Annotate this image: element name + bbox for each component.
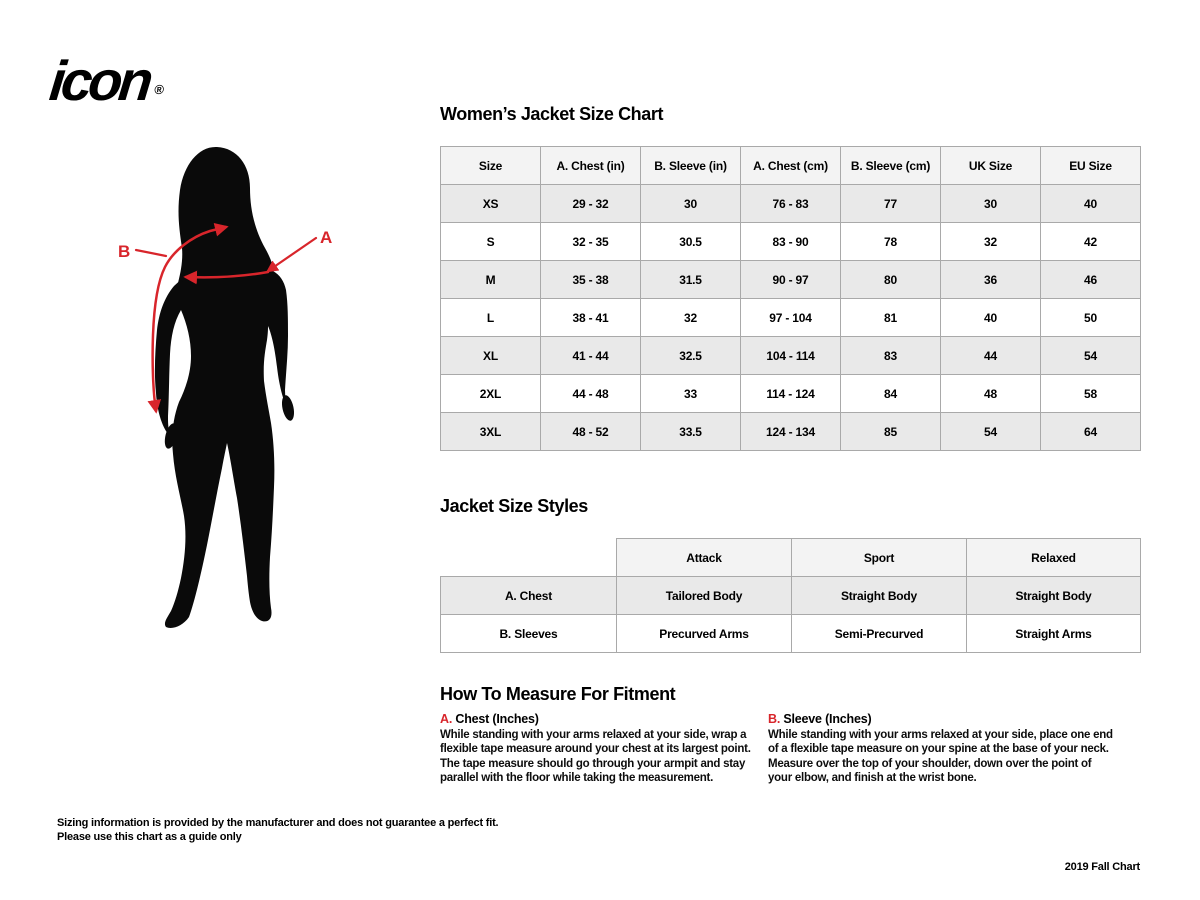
table-cell: 114 - 124: [741, 375, 841, 413]
table-cell: XS: [441, 185, 541, 223]
fitment-sleeve-body: While standing with your arms relaxed at your side, place one end of a flexible tape measure on your spine at the base of your neck. Measure over the top of your shoulder, down over the point of your elbow, and finish at the wrist bone.: [768, 729, 1113, 784]
table-cell: 31.5: [641, 261, 741, 299]
column-header-relaxed: Relaxed: [967, 539, 1141, 577]
fitment-section-chest: [440, 712, 770, 785]
table-cell: 64: [1041, 413, 1141, 451]
table-cell: Semi-Precurved: [792, 615, 967, 653]
fitment-chest-heading-text: Chest (Inches): [455, 712, 539, 726]
sleeve-label-b: B: [118, 242, 131, 261]
table-cell: L: [441, 299, 541, 337]
table-cell: 104 - 114: [741, 337, 841, 375]
table-cell: 41 - 44: [541, 337, 641, 375]
column-header-sleeve-cm: B. Sleeve (cm): [841, 147, 941, 185]
fitment-chest-body: While standing with your arms relaxed at your side, wrap a flexible tape measure around your chest at its largest point. The tape measure should go through your armpit and stay parallel with the floor while taking the measurement.: [440, 729, 751, 784]
table-cell: 32 - 35: [541, 223, 641, 261]
table-cell: 33.5: [641, 413, 741, 451]
table-cell: 29 - 32: [541, 185, 641, 223]
label-b-pointer-line: [136, 250, 166, 256]
column-header-uk-size: UK Size: [941, 147, 1041, 185]
size-row-2xl: [441, 375, 1141, 413]
table-cell: 78: [841, 223, 941, 261]
table-cell: Straight Arms: [967, 615, 1141, 653]
table-cell: 54: [1041, 337, 1141, 375]
column-header-eu-size: EU Size: [1041, 147, 1141, 185]
fitment-title: How To Measure For Fitment: [440, 684, 676, 704]
table-cell: 30: [941, 185, 1041, 223]
table-cell: 83: [841, 337, 941, 375]
styles-table-title: Jacket Size Styles: [440, 496, 588, 516]
sizing-disclaimer: [57, 817, 498, 844]
silhouette-right-hand: [280, 394, 296, 422]
registered-trademark-icon: ®: [153, 82, 165, 97]
table-cell: 30.5: [641, 223, 741, 261]
size-row-xl: [441, 337, 1141, 375]
size-chart-table: [440, 146, 1141, 451]
table-cell: Precurved Arms: [617, 615, 792, 653]
size-chart-header-row: [441, 147, 1141, 185]
table-cell: 46: [1041, 261, 1141, 299]
row-header-chest: A. Chest: [441, 577, 617, 615]
table-cell: 30: [641, 185, 741, 223]
table-cell: 48: [941, 375, 1041, 413]
table-cell: 40: [941, 299, 1041, 337]
disclaimer-line-2: Please use this chart as a guide only: [57, 830, 242, 843]
styles-row-chest: [441, 577, 1141, 615]
column-header-size: Size: [441, 147, 541, 185]
table-cell: 44: [941, 337, 1041, 375]
measurement-figure: [60, 130, 420, 690]
table-cell: 84: [841, 375, 941, 413]
column-header-sport: Sport: [792, 539, 967, 577]
size-row-3xl: [441, 413, 1141, 451]
size-chart-title: Women’s Jacket Size Chart: [440, 104, 664, 124]
styles-header-row: [441, 539, 1141, 577]
fitment-sleeve-heading-text: Sleeve (Inches): [783, 712, 872, 726]
styles-row-sleeves: [441, 615, 1141, 653]
fitment-chest-prefix: A.: [440, 712, 453, 726]
jacket-styles-table: [440, 538, 1141, 653]
size-row-l: [441, 299, 1141, 337]
table-cell: 35 - 38: [541, 261, 641, 299]
table-cell: XL: [441, 337, 541, 375]
table-cell: 33: [641, 375, 741, 413]
table-cell: 3XL: [441, 413, 541, 451]
table-cell: Straight Body: [967, 577, 1141, 615]
fitment-section-sleeve: [768, 712, 1113, 785]
table-cell: 32: [941, 223, 1041, 261]
table-cell: M: [441, 261, 541, 299]
table-cell: Straight Body: [792, 577, 967, 615]
table-cell: 124 - 134: [741, 413, 841, 451]
fitment-sleeve-heading: [768, 712, 1113, 726]
table-cell: 81: [841, 299, 941, 337]
table-cell: 54: [941, 413, 1041, 451]
blank-corner-cell: [441, 539, 617, 577]
table-cell: Tailored Body: [617, 577, 792, 615]
size-row-s: [441, 223, 1141, 261]
icon-logo: [47, 48, 169, 113]
silhouette-body: [155, 262, 288, 628]
column-header-sleeve-in: B. Sleeve (in): [641, 147, 741, 185]
icon-logo-text: icon: [46, 49, 153, 112]
table-cell: 77: [841, 185, 941, 223]
column-header-attack: Attack: [617, 539, 792, 577]
fitment-sleeve-prefix: B.: [768, 712, 781, 726]
column-header-chest-cm: A. Chest (cm): [741, 147, 841, 185]
table-cell: S: [441, 223, 541, 261]
row-header-sleeves: B. Sleeves: [441, 615, 617, 653]
table-cell: 80: [841, 261, 941, 299]
table-cell: 32.5: [641, 337, 741, 375]
table-cell: 58: [1041, 375, 1141, 413]
fitment-chest-heading: [440, 712, 770, 726]
table-cell: 42: [1041, 223, 1141, 261]
table-cell: 44 - 48: [541, 375, 641, 413]
table-cell: 85: [841, 413, 941, 451]
table-cell: 36: [941, 261, 1041, 299]
table-cell: 2XL: [441, 375, 541, 413]
table-cell: 97 - 104: [741, 299, 841, 337]
woman-silhouette-illustration: [60, 130, 420, 690]
table-cell: 76 - 83: [741, 185, 841, 223]
label-a-pointer-line: [268, 238, 316, 271]
table-cell: 48 - 52: [541, 413, 641, 451]
table-cell: 50: [1041, 299, 1141, 337]
chest-label-a: A: [320, 228, 333, 247]
disclaimer-line-1: Sizing information is provided by the manufacturer and does not guarantee a perfect fit.: [57, 817, 499, 829]
table-cell: 32: [641, 299, 741, 337]
silhouette-hair: [178, 147, 274, 283]
size-row-xs: [441, 185, 1141, 223]
table-cell: 83 - 90: [741, 223, 841, 261]
column-header-chest-in: A. Chest (in): [541, 147, 641, 185]
size-row-m: [441, 261, 1141, 299]
table-cell: 38 - 41: [541, 299, 641, 337]
table-cell: 90 - 97: [741, 261, 841, 299]
table-cell: 40: [1041, 185, 1141, 223]
chart-version-label: 2019 Fall Chart: [1064, 861, 1140, 873]
